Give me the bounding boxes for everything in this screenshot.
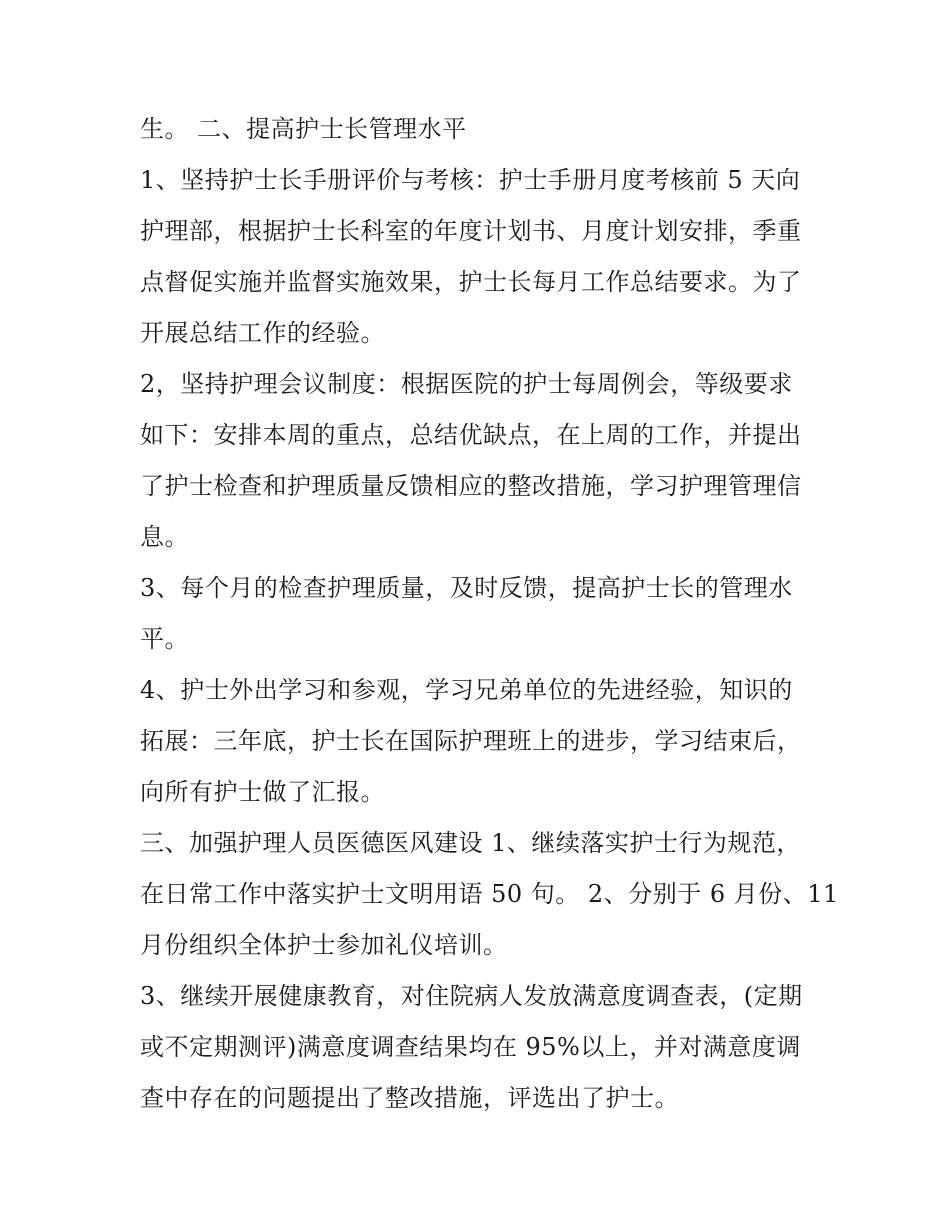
text-line: 在日常工作中落实护士文明用语 50 句。 2、分别于 6 月份、11	[140, 880, 839, 908]
text-line: 向所有护士做了汇报。	[140, 778, 385, 806]
text-line: 查中存在的问题提出了整改措施，评选出了护士。	[140, 1084, 679, 1112]
text-line: 平。	[140, 625, 189, 653]
text-line: 点督促实施并监督实施效果，护士长每月工作总结要求。为了	[140, 268, 802, 296]
text-line: 3、继续开展健康教育，对住院病人发放满意度调查表，(定期	[140, 982, 803, 1010]
text-line: 3、每个月的检查护理质量，及时反馈，提高护士长的管理水	[140, 574, 793, 602]
text-line: 如下：安排本周的重点，总结优缺点，在上周的工作，并提出	[140, 421, 802, 449]
text-line: 三、加强护理人员医德医风建设 1、继续落实护士行为规范，	[140, 829, 801, 857]
text-line: 息。	[140, 523, 189, 551]
text-line: 护理部，根据护士长科室的年度计划书、月度计划安排，季重	[140, 217, 802, 245]
text-line: 1、坚持护士长手册评价与考核：护士手册月度考核前 5 天向	[140, 166, 801, 194]
text-line: 月份组织全体护士参加礼仪培训。	[140, 931, 508, 959]
document-body	[140, 110, 839, 1130]
text-line: 拓展：三年底，护士长在国际护理班上的进步，学习结束后，	[140, 727, 802, 755]
text-line: 4、护士外出学习和参观，学习兄弟单位的先进经验，知识的	[140, 676, 793, 704]
text-line: 2，坚持护理会议制度：根据医院的护士每周例会，等级要求	[140, 370, 793, 398]
text-line: 开展总结工作的经验。	[140, 319, 385, 347]
text-line: 生。 二、提高护士长管理水平	[140, 115, 467, 143]
text-line: 或不定期测评)满意度调查结果均在 95%以上，并对满意度调	[140, 1033, 801, 1061]
text-line: 了护士检查和护理质量反馈相应的整改措施，学习护理管理信	[140, 472, 802, 500]
